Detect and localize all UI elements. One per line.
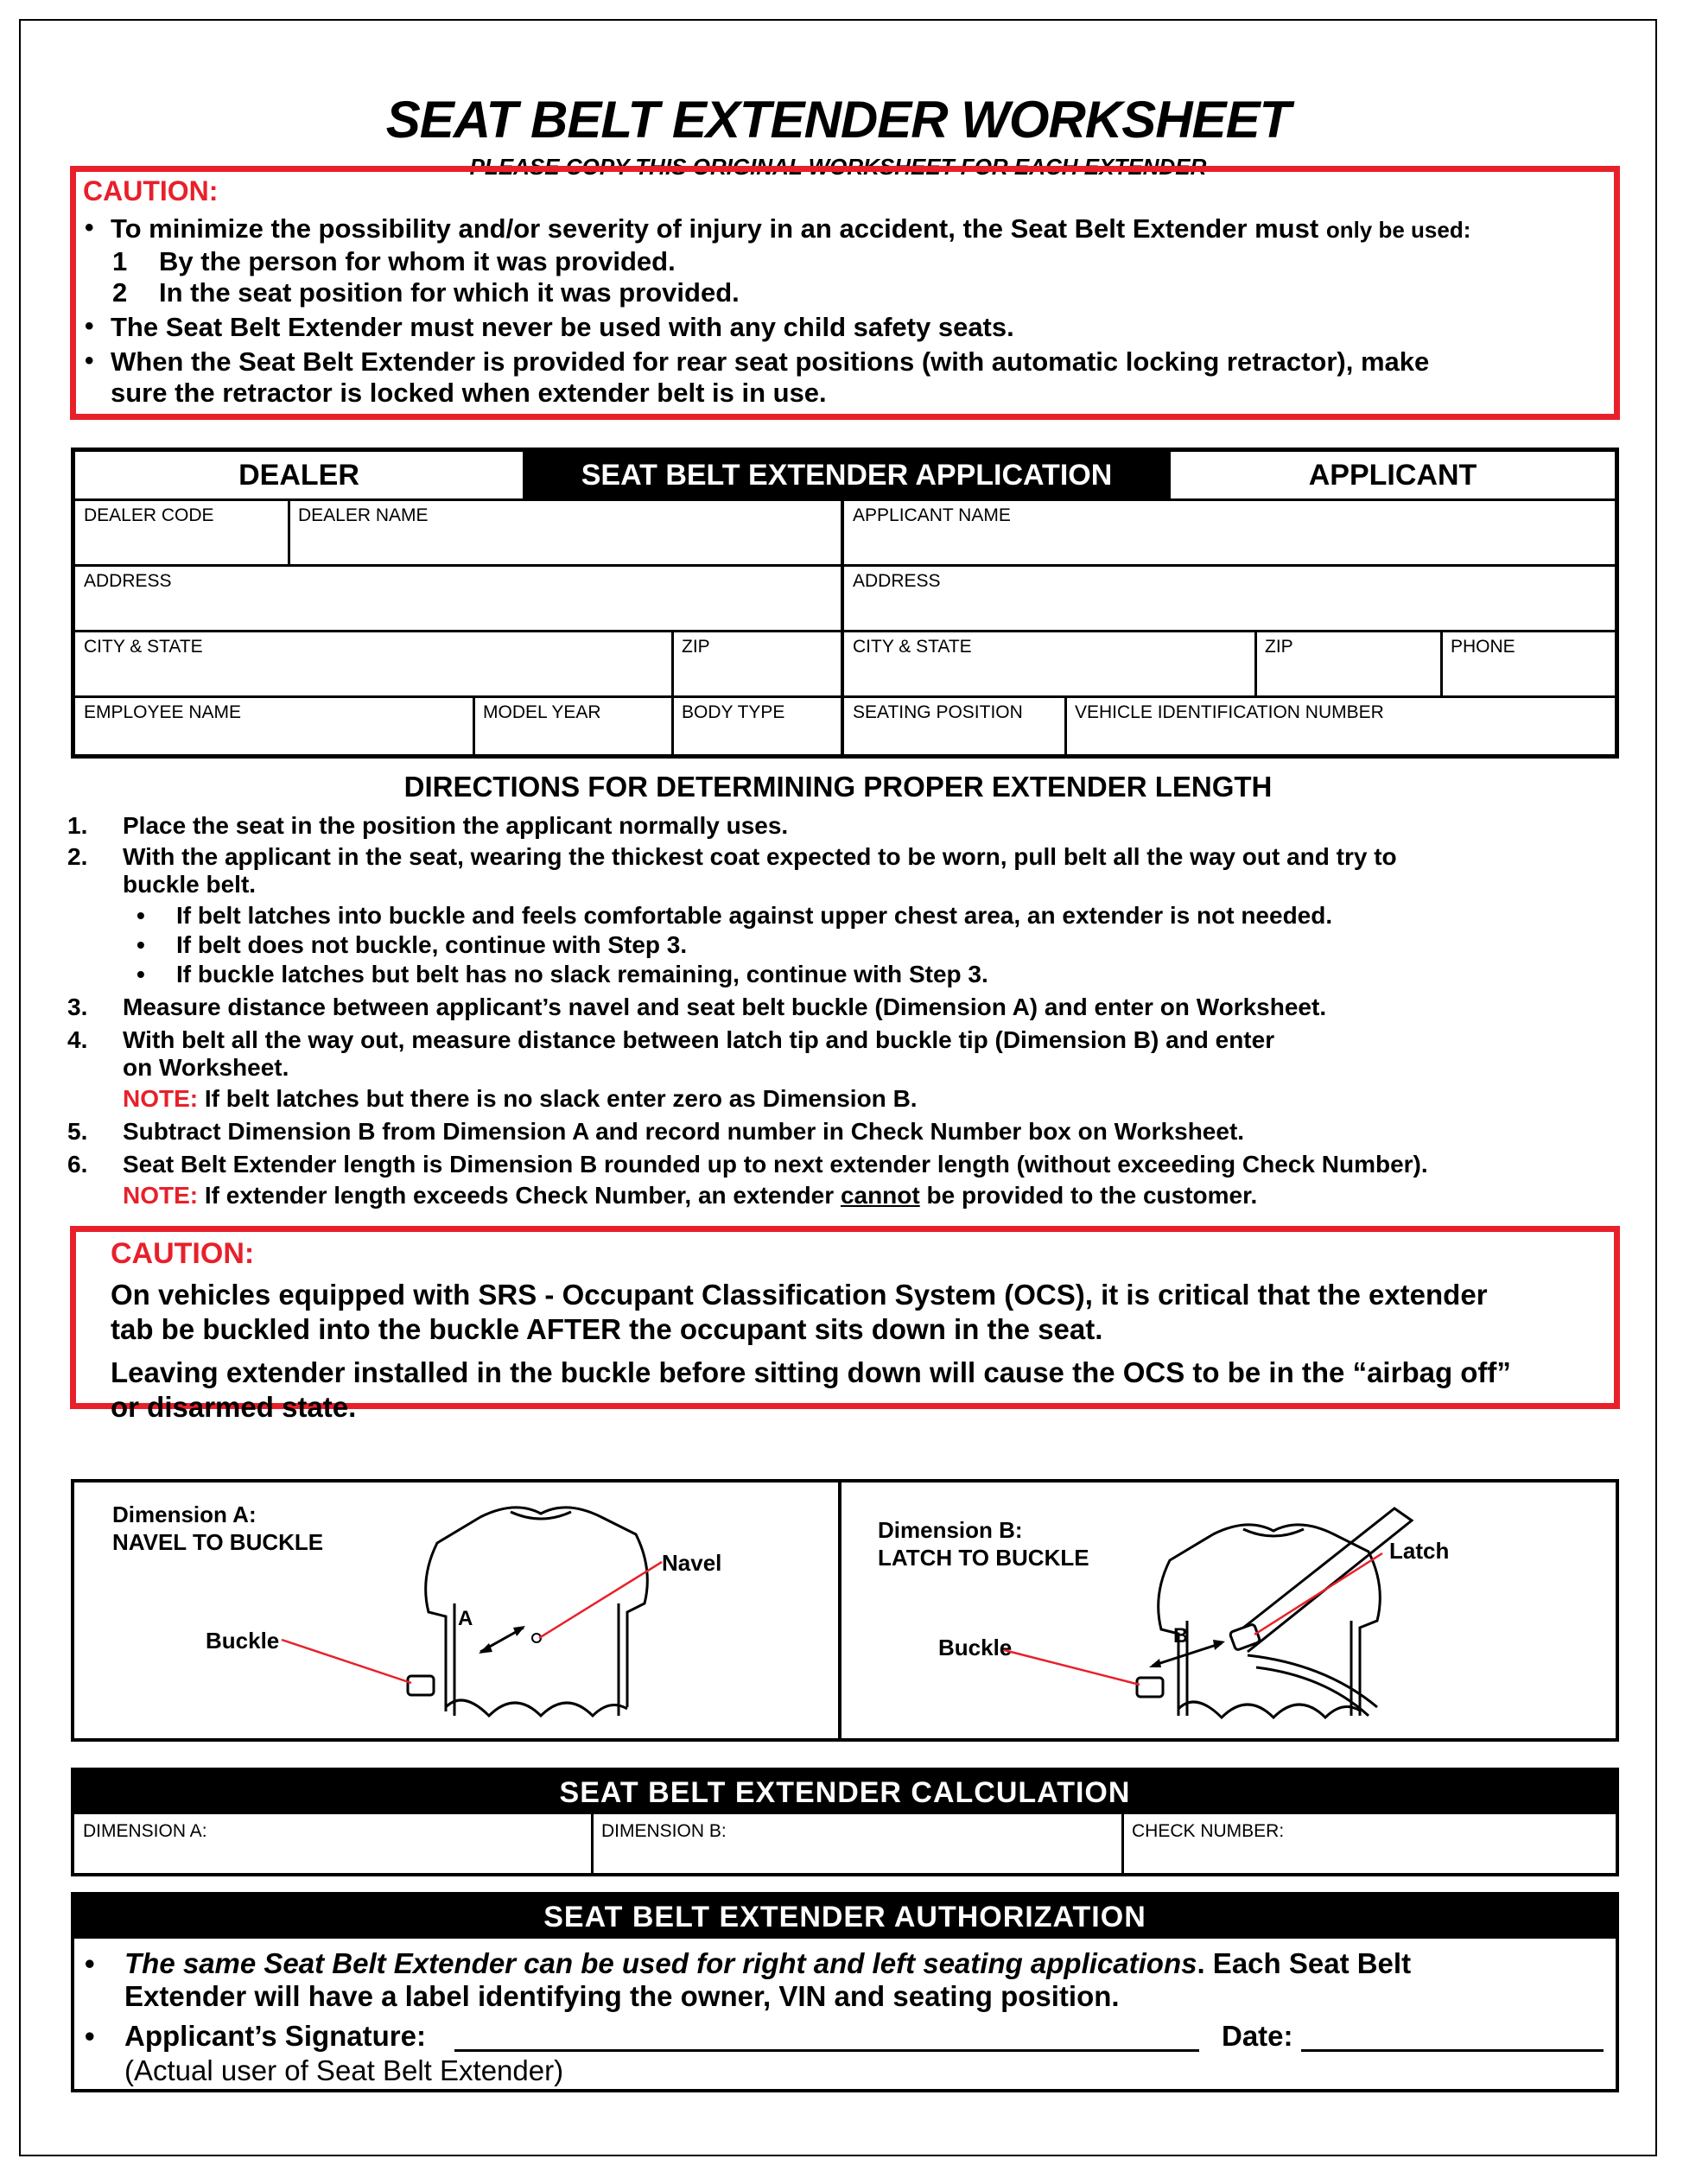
signature-label: Applicant’s Signature: [124,2020,426,2052]
signature-line[interactable] [454,2049,1199,2052]
dealer-code-field[interactable]: DEALER CODE [84,505,214,525]
authorization-section [71,1892,1619,2092]
step-3: Measure distance between applicant’s navel and seat belt buckle (Dimension A) and enter on Worksheet. [123,994,1327,1020]
step-2-bullet-1: If belt latches into buckle and feels comfortable against upper chest area, an extender is not needed. [176,902,1333,929]
seating-position-field[interactable]: SEATING POSITION [853,702,1023,722]
bullet-icon: • [85,312,94,340]
buckle-label-b: Buckle [938,1635,1013,1660]
step-1: Place the seat in the position the applicant normally uses. [123,812,789,839]
step-number: 5. [67,1118,88,1145]
note-2-text-end: be provided to the customer. [926,1182,1258,1209]
authorization-note-italic: The same Seat Belt Extender can be used for right and left seating applications [124,1947,1197,1979]
signature-note: (Actual user of Seat Belt Extender) [124,2054,564,2086]
bullet-icon: • [137,902,145,929]
dealer-city-state-field[interactable]: CITY & STATE [84,637,203,657]
applicant-address-field[interactable]: ADDRESS [853,571,941,591]
dimension-figures [71,1479,1619,1742]
caution-box-top [70,166,1620,420]
arrowhead [1149,1659,1161,1667]
caution-bullet-2: The Seat Belt Extender must never be used with any child safety seats. [111,312,1014,342]
caution-item-1-num: 1 [112,246,128,276]
vin-field[interactable]: VEHICLE IDENTIFICATION NUMBER [1075,702,1384,722]
torso-drawing [1159,1508,1412,1717]
arrowhead [1213,1640,1225,1650]
step-6: Seat Belt Extender length is Dimension B rounded up to next extender length (without exceeding Check Number). [123,1151,1428,1178]
step-number: 2. [67,843,88,870]
note-2-emphasis: cannot [840,1182,920,1209]
caution-item-2-num: 2 [112,277,128,308]
step-number: 6. [67,1151,88,1178]
divider [1064,695,1067,754]
divider [1254,630,1257,695]
page-subtitle: PLEASE COPY THIS ORIGINAL WORKSHEET FOR EACH EXTENDER [469,154,1207,180]
latch-to-buckle-illustration [842,1482,1619,1738]
dimension-b-subtitle: LATCH TO BUCKLE [878,1545,1089,1571]
buckle-pointer-a [282,1640,411,1683]
dimension-a-subtitle: NAVEL TO BUCKLE [112,1529,324,1555]
step-2-bullet-2: If belt does not buckle, continue with Step 3. [176,931,688,958]
caution-heading: CAUTION: [83,175,219,206]
applicant-header: APPLICANT [1308,458,1477,492]
caution-line-1-main: To minimize the possibility and/or severity of injury in an accident, the Seat Belt Extender must [111,213,1319,244]
authorization-note [124,1947,1411,1980]
bullet-icon: • [137,931,145,958]
navel-to-buckle-illustration [74,1482,838,1738]
body-type-field[interactable]: BODY TYPE [682,702,785,722]
applicant-name-field[interactable]: APPLICANT NAME [853,505,1011,525]
divider [671,695,674,754]
caution-line-1-tail: only be used: [1325,217,1471,243]
dealer-address-field[interactable]: ADDRESS [84,571,172,591]
divider [1440,630,1443,695]
buckle-pointer-b [1004,1650,1140,1685]
dealer-name-field[interactable]: DEALER NAME [298,505,429,525]
date-line[interactable] [1301,2049,1604,2052]
divider [75,498,1615,501]
ocs-paragraph-2-line-1: Leaving extender installed in the buckle before sitting down will cause the OCS to be in the “airbag off” [111,1356,1511,1388]
caution-bullet-3-line-2: sure the retractor is locked when extender belt is in use. [111,378,827,408]
dimension-b-title: Dimension B: [878,1517,1023,1543]
page-title: SEAT BELT EXTENDER WORKSHEET [385,91,1291,149]
authorization-note-rest: . Each Seat Belt [1197,1947,1412,1979]
divider [841,498,844,754]
step-4-line-1: With belt all the way out, measure distance between latch tip and buckle tip (Dimension B) and enter [123,1026,1275,1053]
note-2 [123,1182,1257,1209]
note-1 [123,1085,918,1113]
authorization-note-line-2: Extender will have a label identifying the owner, VIN and seating position. [124,1980,1120,2012]
step-2-line-1: With the applicant in the seat, wearing the thickest coat expected to be worn, pull belt all the way out and try to [123,843,1397,870]
model-year-field[interactable]: MODEL YEAR [483,702,601,722]
application-header: SEAT BELT EXTENDER APPLICATION [523,452,1171,498]
bullet-icon: • [85,1947,95,1979]
applicant-city-state-field[interactable]: CITY & STATE [853,637,972,657]
note-label: NOTE: [123,1085,199,1112]
buckle-icon [408,1676,434,1695]
caution-box-ocs [70,1226,1620,1423]
calculation-heading: SEAT BELT EXTENDER CALCULATION [74,1771,1616,1814]
ocs-paragraph-1-line-1: On vehicles equipped with SRS - Occupant Classification System (OCS), it is critical that the extender [111,1279,1488,1311]
buckle-icon [1137,1678,1163,1697]
date-label: Date: [1222,2020,1293,2052]
step-2-bullet-3: If buckle latches but belt has no slack remaining, continue with Step 3. [176,961,988,987]
note-2-text: If extender length exceeds Check Number, an extender [204,1182,835,1209]
bullet-icon: • [85,2020,95,2052]
note-1-text: If belt latches but there is no slack enter zero as Dimension B. [204,1085,918,1112]
check-number-field[interactable]: CHECK NUMBER: [1132,1821,1285,1841]
dimension-a-field[interactable]: DIMENSION A: [83,1821,207,1841]
dimension-a-title: Dimension A: [112,1502,257,1527]
authorization-heading: SEAT BELT EXTENDER AUTHORIZATION [74,1895,1616,1939]
bullet-icon: • [85,213,94,242]
divider [288,498,290,564]
divider [75,630,1615,632]
buckle-label-a: Buckle [206,1628,280,1654]
divider [75,695,1615,698]
ocs-paragraph-2-line-2: or disarmed state. [111,1391,357,1423]
calculation-table [71,1768,1619,1876]
step-number: 4. [67,1026,88,1053]
dealer-zip-field[interactable]: ZIP [682,637,710,657]
divider [671,630,674,695]
divider [473,695,475,754]
step-2-line-2: buckle belt. [123,871,257,898]
dimension-a-letter: A [458,1607,473,1630]
caution-bullet-3-line-1: When the Seat Belt Extender is provided for rear seat positions (with automatic locking retractor), make [111,346,1430,377]
navel-label: Navel [662,1550,722,1576]
step-number: 3. [67,994,88,1020]
divider [1121,1814,1124,1873]
step-5: Subtract Dimension B from Dimension A and record number in Check Number box on Worksheet. [123,1118,1245,1145]
latch-pointer [1254,1553,1382,1635]
worksheet-page [19,19,1657,2156]
dealer-header: DEALER [238,458,359,492]
dimension-b-field[interactable]: DIMENSION B: [601,1821,727,1841]
bullet-icon: • [85,346,94,375]
latch-label: Latch [1389,1538,1450,1564]
application-table [71,448,1619,759]
arrowhead [513,1626,525,1636]
bullet-icon: • [137,961,145,987]
divider [75,564,1615,567]
caution-heading: CAUTION: [111,1237,255,1270]
dimension-b-letter: B [1173,1624,1189,1648]
caution-item-2: In the seat position for which it was provided. [159,277,740,308]
step-4-line-2: on Worksheet. [123,1054,289,1081]
torso-drawing [426,1508,648,1716]
employee-name-field[interactable]: EMPLOYEE NAME [84,702,242,722]
caution-item-1: By the person for whom it was provided. [159,246,676,276]
applicant-zip-field[interactable]: ZIP [1265,637,1293,657]
directions-heading: DIRECTIONS FOR DETERMINING PROPER EXTENDER LENGTH [403,771,1273,803]
step-number: 1. [67,812,88,839]
caution-line-1 [111,213,1470,244]
navel-pointer [539,1562,662,1638]
note-label: NOTE: [123,1182,199,1209]
ocs-paragraph-1-line-2: tab be buckled into the buckle AFTER the occupant sits down in the seat. [111,1313,1103,1345]
divider [591,1814,594,1873]
phone-field[interactable]: PHONE [1451,637,1515,657]
